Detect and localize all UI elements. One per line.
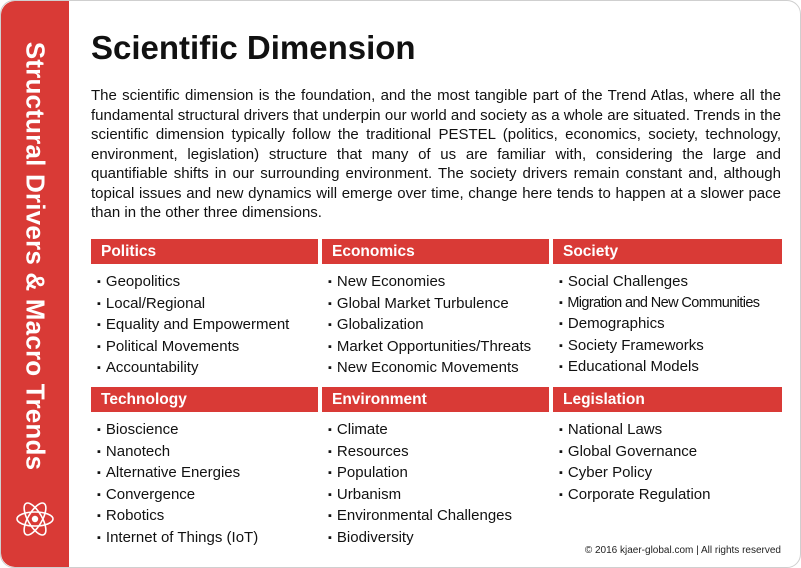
list-item: ▪ Society Frameworks (559, 336, 782, 358)
list-item: ▪ Resources (328, 442, 549, 464)
list-item: ▪ Demographics (559, 314, 782, 336)
list-item: ▪ Accountability (97, 358, 318, 380)
category-list (91, 264, 318, 380)
category-header: Economics (322, 239, 549, 264)
list-item: ▪ Population (328, 463, 549, 485)
page-title: Scientific Dimension (91, 29, 416, 66)
atom-icon (15, 497, 55, 541)
category-header: Legislation (553, 387, 782, 412)
category-grid (91, 239, 782, 546)
list-item: ▪ Equality and Empowerment (97, 315, 318, 337)
category-list (322, 264, 549, 380)
category-economics (322, 239, 549, 387)
list-item: ▪ Cyber Policy (559, 463, 782, 485)
category-technology (91, 387, 318, 546)
list-item: ▪ Corporate Regulation (559, 485, 782, 507)
list-item: ▪ Biodiversity (328, 528, 549, 550)
category-list (91, 412, 318, 549)
list-item: ▪ Globalization (328, 315, 549, 337)
category-header: Technology (91, 387, 318, 412)
list-item: ▪ New Economic Movements (328, 358, 549, 380)
list-item: ▪ Bioscience (97, 420, 318, 442)
category-header: Environment (322, 387, 549, 412)
list-item: ▪ Social Challenges (559, 272, 782, 294)
list-item: ▪ New Economies (328, 272, 549, 294)
list-item: ▪ Global Market Turbulence (328, 294, 549, 316)
list-item: ▪ Alternative Energies (97, 463, 318, 485)
intro-paragraph: The scientific dimension is the foundation, and the most tangible part of the Trend Atlas, where all the fundamental structural drivers that underpin our world and society as a whole are situated. Trends in the scientific dimension typically follow the traditional PESTEL (politics, economics, society, technology, environment, legislation) structure that many of us are familiar with, considering the large and quantifiable shifts in our surrounding environment. The society drivers remain constant and, although topical issues and new dynamics will emerge over time, change here tends to happen at a slower pace than in the other three dimensions. (91, 87, 781, 221)
list-item: ▪ Environmental Challenges (328, 506, 549, 528)
list-item: ▪ Political Movements (97, 337, 318, 359)
list-item: ▪ Nanotech (97, 442, 318, 464)
list-item: ▪ Climate (328, 420, 549, 442)
category-list (553, 264, 782, 379)
list-item: ▪ Convergence (97, 485, 318, 507)
category-society (553, 239, 782, 387)
list-item: ▪ Internet of Things (IoT) (97, 528, 318, 550)
list-item: ▪ Local/Regional (97, 294, 318, 316)
list-item: ▪ Urbanism (328, 485, 549, 507)
category-header: Politics (91, 239, 318, 264)
sidebar (1, 1, 69, 567)
copyright-notice: © 2016 kjaer-global.com | All rights reserved (584, 545, 781, 556)
category-legislation (553, 387, 782, 535)
category-list (553, 412, 782, 506)
category-politics (91, 239, 318, 387)
list-item: ▪ Migration and New Communities (559, 294, 782, 315)
category-environment (322, 387, 549, 546)
list-item: ▪ Global Governance (559, 442, 782, 464)
list-item: ▪ National Laws (559, 420, 782, 442)
list-item: ▪ Geopolitics (97, 272, 318, 294)
list-item: ▪ Robotics (97, 506, 318, 528)
category-header: Society (553, 239, 782, 264)
category-list (322, 412, 549, 549)
list-item: ▪ Market Opportunities/Threats (328, 337, 549, 359)
list-item: ▪ Educational Models (559, 357, 782, 379)
sidebar-label: Structural Drivers & Macro Trends (20, 41, 51, 471)
